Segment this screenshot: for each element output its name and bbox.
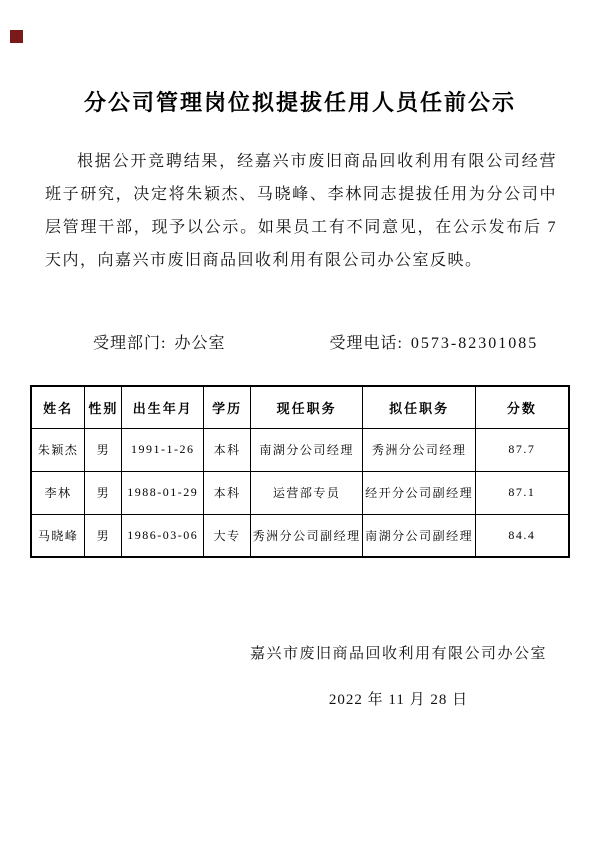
accepting-phone-value: 0573-82301085: [410, 335, 539, 352]
col-header-birthdate: 出生年月: [122, 386, 204, 428]
cell-education: 本科: [204, 471, 251, 514]
col-header-education: 学历: [204, 386, 251, 428]
body-line-3: 层管理干部，现予以公示。如果员工有不同意见，在公示发布后 7: [45, 219, 557, 236]
red-square-artifact: [10, 30, 23, 43]
cell-education: 大专: [204, 514, 251, 557]
accepting-department-label: 受理部门:: [93, 335, 167, 352]
cell-birthdate: 1988-01-29: [122, 471, 204, 514]
col-header-score: 分数: [475, 386, 569, 428]
signature-block: [250, 644, 547, 710]
cell-proposed-position: 南湖分公司副经理: [363, 514, 475, 557]
accepting-department-value: 办公室: [174, 335, 226, 352]
accepting-phone: [329, 334, 538, 354]
cell-current-position: 运营部专员: [250, 471, 362, 514]
candidate-table: [30, 385, 570, 558]
cell-gender: 男: [85, 514, 122, 557]
issue-date: 2022 年 11 月 28 日: [328, 692, 469, 708]
cell-proposed-position: 秀洲分公司经理: [363, 428, 475, 471]
col-header-name: 姓名: [31, 386, 85, 428]
col-header-gender: 性别: [85, 386, 122, 428]
table-row: [31, 514, 569, 557]
cell-education: 本科: [204, 428, 251, 471]
table-header-row: [31, 386, 569, 428]
accepting-department: [93, 334, 225, 354]
accepting-phone-label: 受理电话:: [329, 335, 403, 352]
cell-score: 84.4: [475, 514, 569, 557]
cell-current-position: 南湖分公司经理: [250, 428, 362, 471]
cell-score: 87.7: [475, 428, 569, 471]
body-line-2: 班子研究，决定将朱颖杰、马晓峰、李林同志提拔任用为分公司中: [45, 186, 557, 203]
body-line-4: 天内，向嘉兴市废旧商品回收利用有限公司办公室反映。: [45, 252, 483, 269]
cell-name: 马晓峰: [31, 514, 85, 557]
cell-name: 朱颖杰: [31, 428, 85, 471]
cell-proposed-position: 经开分公司副经理: [363, 471, 475, 514]
table-row: [31, 428, 569, 471]
col-header-current-position: 现任职务: [250, 386, 362, 428]
cell-current-position: 秀洲分公司副经理: [250, 514, 362, 557]
body-paragraph: [45, 145, 557, 277]
contact-row: [0, 334, 600, 354]
cell-birthdate: 1986-03-06: [122, 514, 204, 557]
cell-score: 87.1: [475, 471, 569, 514]
cell-gender: 男: [85, 471, 122, 514]
cell-birthdate: 1991-1-26: [122, 428, 204, 471]
cell-gender: 男: [85, 428, 122, 471]
body-line-1: 根据公开竞聘结果，经嘉兴市废旧商品回收利用有限公司经营: [77, 153, 557, 170]
cell-name: 李林: [31, 471, 85, 514]
col-header-proposed-position: 拟任职务: [363, 386, 475, 428]
page-title: 分公司管理岗位拟提拔任用人员任前公示: [83, 90, 516, 115]
table-row: [31, 471, 569, 514]
issuing-organization: 嘉兴市废旧商品回收利用有限公司办公室: [249, 646, 547, 662]
